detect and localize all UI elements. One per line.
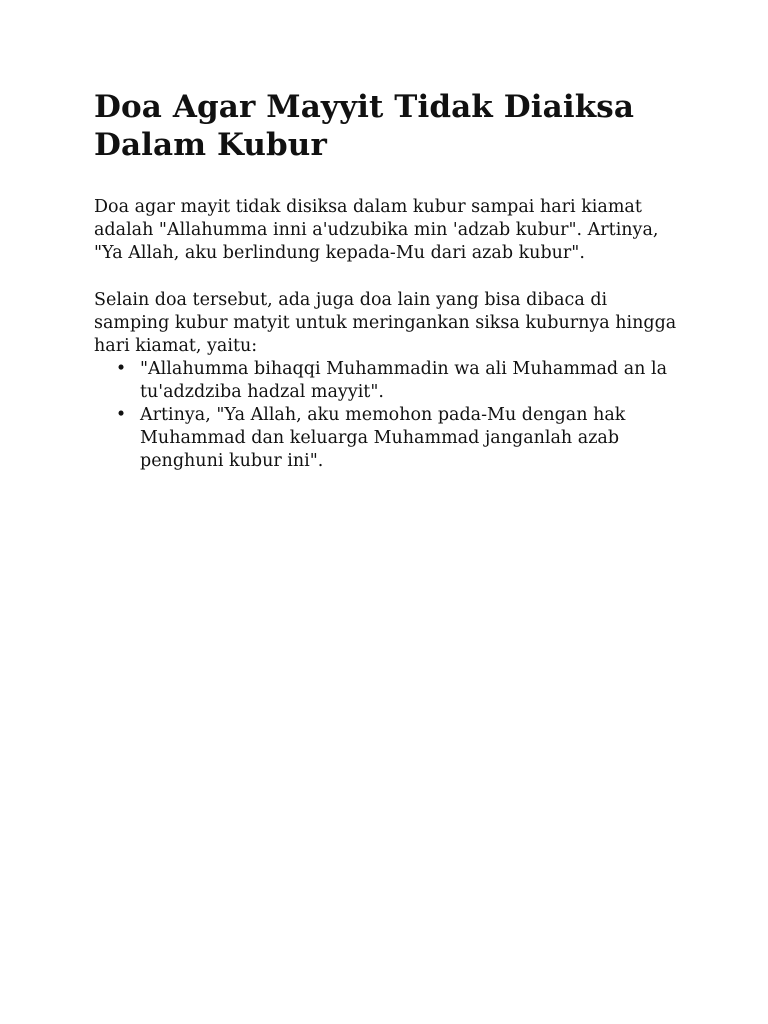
document-title: Doa Agar Mayyit Tidak Diaiksa Dalam Kubur	[94, 89, 635, 163]
list-item	[94, 404, 678, 473]
bullet-icon: •	[115, 359, 127, 379]
bullet-icon: •	[115, 405, 127, 425]
additional-doa-paragraph: Selain doa tersebut, ada juga doa lain yang bisa dibaca di samping kubur matyit untuk meringankan siksa kuburnya hingga hari kiamat, yaitu:	[94, 290, 677, 356]
list-item	[94, 358, 678, 404]
list-item-text: Artinya, "Ya Allah, aku memohon pada-Mu dengan hak Muhammad dan keluarga Muhammad janganlah azab penghuni kubur ini".	[140, 405, 626, 471]
doa-list	[94, 358, 678, 473]
intro-paragraph: Doa agar mayit tidak disiksa dalam kubur sampai hari kiamat adalah "Allahumma inni a'udzubika min 'adzab kubur". Artinya, "Ya Allah, aku berlindung kepada-Mu dari azab kubur".	[94, 197, 659, 263]
list-item-text: "Allahumma bihaqqi Muhammadin wa ali Muhammad an la tu'adzdziba hadzal mayyit".	[140, 359, 667, 402]
